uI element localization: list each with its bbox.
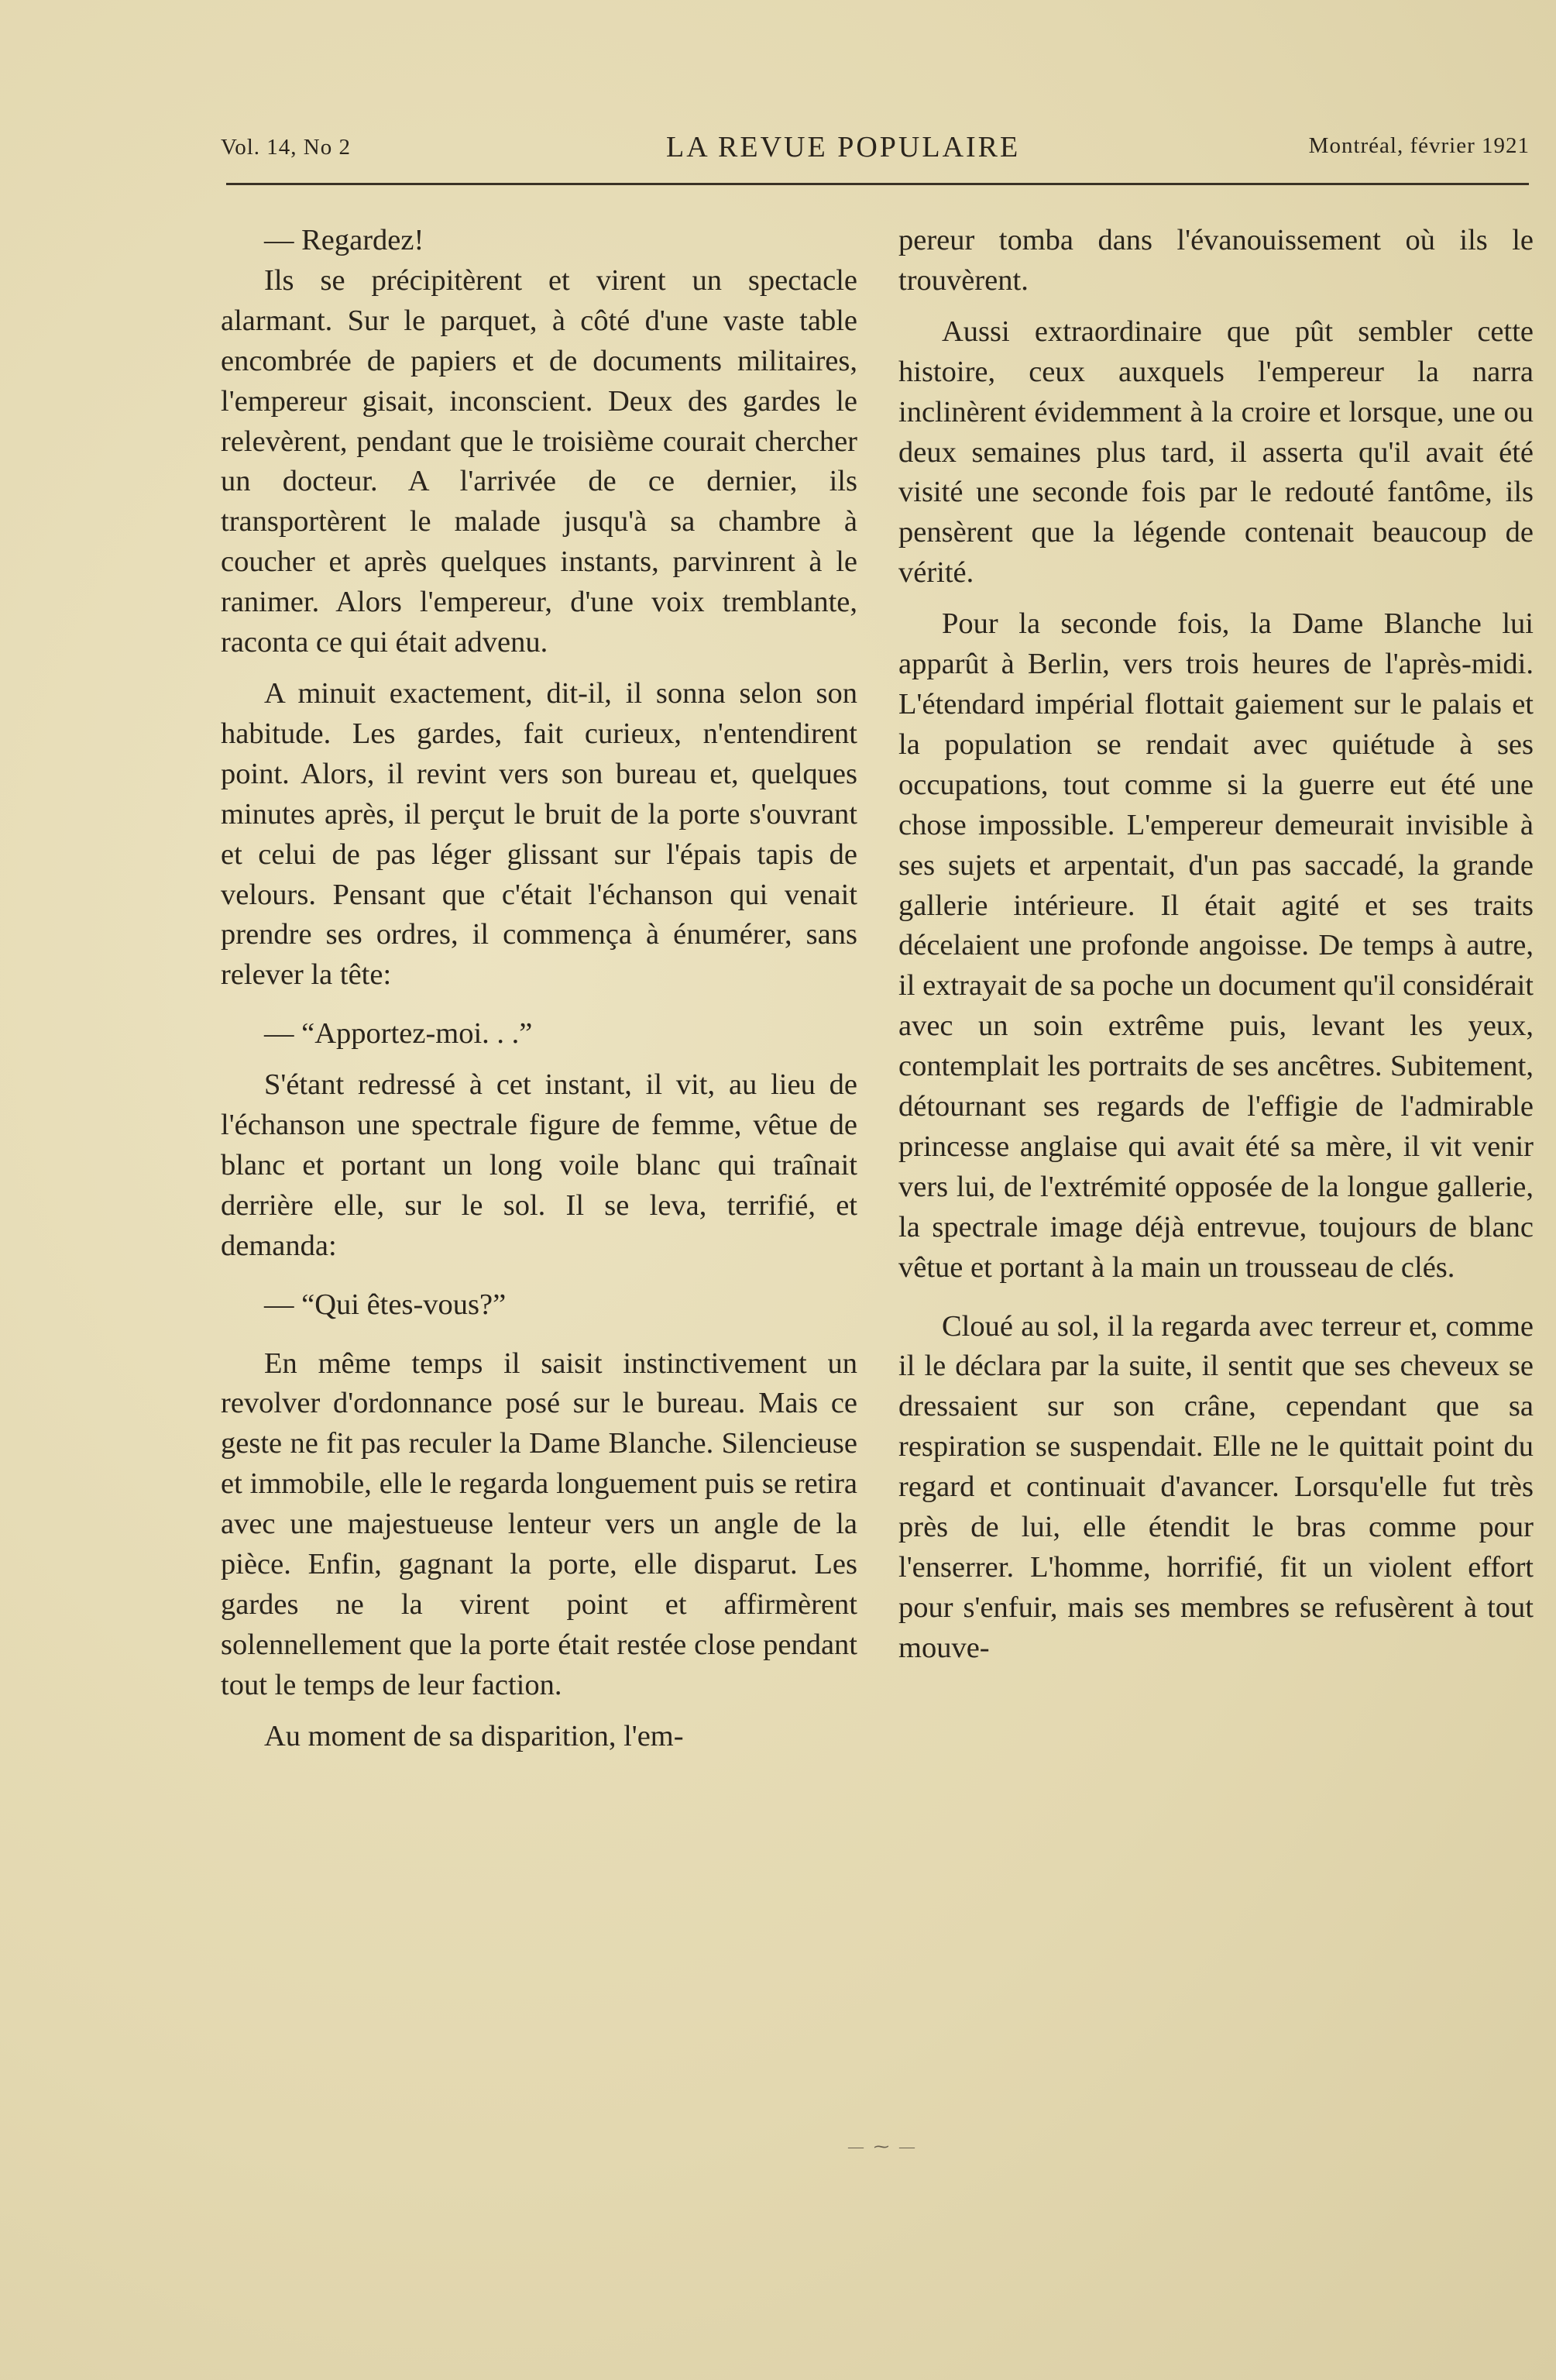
right-column (898, 221, 1534, 1669)
dialogue-line: — “Apportez-moi. . .” (264, 1017, 533, 1051)
page-header (221, 130, 1530, 169)
paragraph: Cloué au sol, il la regarda avec terreur et, comme il le déclara par la suite, il sentit que ses cheveux se dressaient sur son crâne, cependant que sa respiration se suspendait. Elle ne le quittait point du regard et continuait d'avancer. Lorsqu'elle fut très près de lui, elle étendit le bras comme pour l'enserrer. L'homme, horrifié, fit un violent effort pour s'enfuir, mais ses membres se refusèrent à tout mouve- (898, 1309, 1534, 1664)
paragraph: — Regardez! (264, 224, 424, 256)
paragraph: Aussi extraordinaire que pût sembler cette histoire, ceux auxquels l'empereur la narra inclinèrent évidemment à la croire et lorsque, une ou deux semaines plus tard, il asserta qu'il avait été visité une seconde fois par le redouté fantôme, ils pensèrent que la légende contenait beaucoup de vérité. (898, 315, 1534, 590)
footer-ornament: — ⁓ — (848, 2138, 918, 2155)
paragraph: En même temps il saisit instinctivement un revolver d'ordonnance posé sur le bureau. Mais ce geste ne fit pas reculer la Dame Blanche. Silencieuse et immobile, elle le regarda longuement puis se retira avec une majestueuse lenteur vers un angle de la pièce. Enfin, gagnant la porte, elle disparut. Les gardes ne la virent point et affirmèrent solennellement que la porte était restée close pendant tout le temps de leur faction. (221, 1346, 857, 1701)
paragraph: A minuit exactement, dit-il, il sonna selon son habitude. Les gardes, fait curieux, n'entendirent point. Alors, il revint vers son bureau et, quelques minutes après, il perçut le bruit de la porte s'ouvrant et celui de pas léger glissant sur l'épais tapis de velours. Pensant que c'était l'échanson qui venait prendre ses ordres, il commença à énumérer, sans relever la tête: (221, 676, 857, 992)
header-rule (226, 183, 1529, 185)
paragraph: pereur tomba dans l'évanouissement où ils le trouvèrent. (898, 224, 1534, 297)
dialogue-line: — “Qui êtes-vous?” (264, 1288, 507, 1321)
paragraph: Ils se précipitèrent et virent un spectacle alarmant. Sur le parquet, à côté d'une vaste table encombrée de papiers et de documents militaires, l'empereur gisait, inconscient. Deux des gardes le relevèrent, pendant que le troisième courait chercher un docteur. A l'arrivée de ce dernier, ils transportèrent le malade jusqu'à sa chambre à coucher et après quelques instants, parvinrent à le ranimer. Alors l'empereur, d'une voix tremblante, raconta ce qui était advenu. (221, 263, 857, 659)
paragraph: S'étant redressé à cet instant, il vit, au lieu de l'échanson une spectrale figure de femme, vêtue de blanc et portant un long voile blanc qui traînait derrière elle, sur le sol. Il se leva, terrifié, et demanda: (221, 1068, 857, 1262)
paragraph: Au moment de sa disparition, l'em- (264, 1719, 684, 1752)
volume-number: Vol. 14, No 2 (221, 135, 351, 160)
paragraph: Pour la seconde fois, la Dame Blanche lui apparût à Berlin, vers trois heures de l'après-midi. L'étendard impérial flottait gaiement sur le palais et la population se rendait avec quiétude à ses occupations, tout comme si la guerre eut été une chose impossible. L'empereur demeurait invisible à ses sujets et arpentait, d'un pas saccadé, la grande gallerie intérieure. Il était agité et ses traits décelaient une profonde angoisse. De temps à autre, il extrayait de sa poche un document qu'il considérait avec un soin extrême puis, levant les yeux, contemplait les portraits de ses ancêtres. Subitement, détournant ses regards de l'effigie de l'admirable princesse anglaise qui avait été sa mère, il vit venir vers lui, de l'extrémité opposée de la longue gallerie, la spectrale image déjà entrevue, toujours de blanc vêtue et portant à la main un trousseau de clés. (898, 607, 1534, 1284)
left-column (221, 221, 857, 1757)
publication-title: LA REVUE POPULAIRE (666, 131, 1021, 163)
issue-date: Montréal, février 1921 (1308, 133, 1530, 158)
